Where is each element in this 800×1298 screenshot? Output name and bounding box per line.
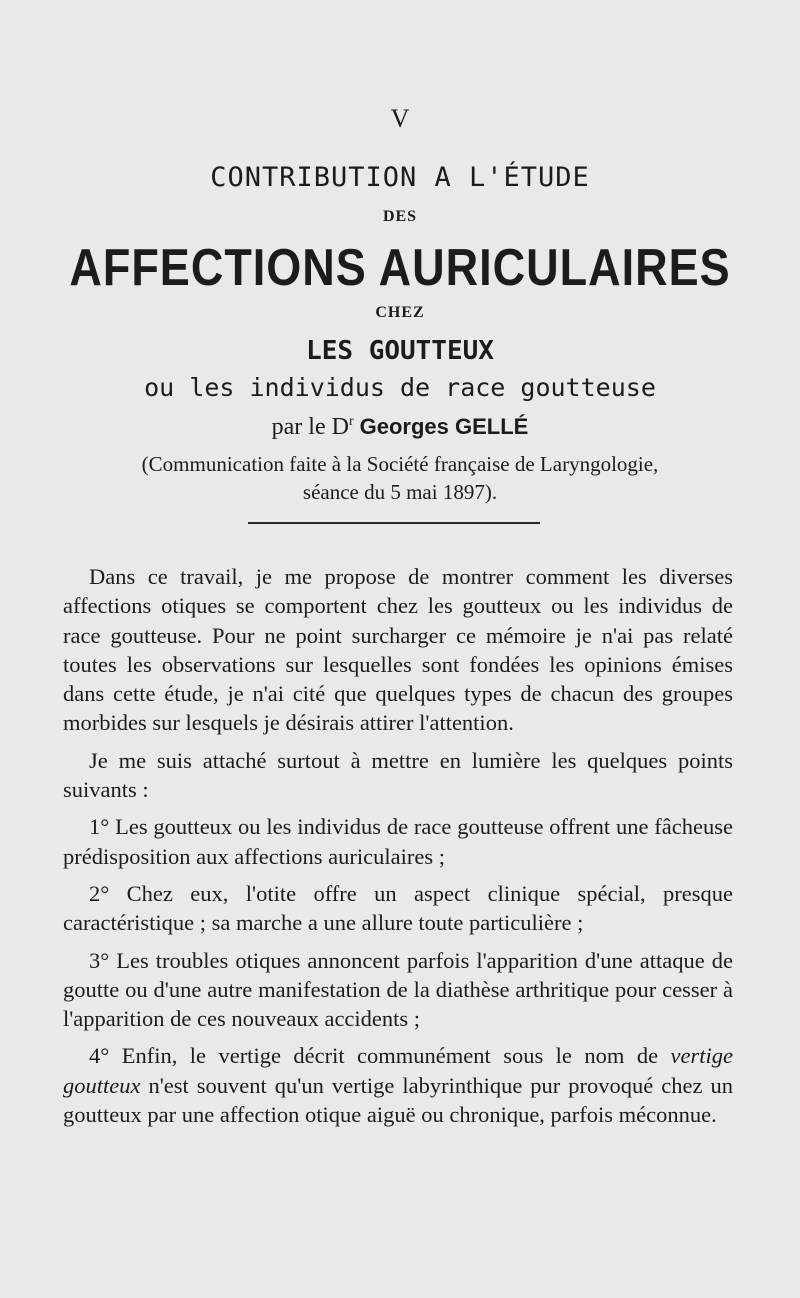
body-text — [63, 562, 733, 1137]
paragraph-6-end: n'est souvent qu'un vertige labyrinthique pur provoqué chez un goutteux par une affection otique aiguë ou chronique, parfois méconnue. — [63, 1072, 734, 1128]
title-goutteux: LES GOUTTEUX — [306, 336, 494, 366]
paragraph-4: 2° Chez eux, l'otite offre un aspect clinique spécial, presque caractéristique ; sa marche a une allure toute particulière ; — [63, 880, 733, 936]
paragraph-5: 3° Les troubles otiques annoncent parfois l'apparition d'une attaque de goutte ou d'une autre manifestation de la diathèse arthritique pour cesser à l'apparition de ces nouveaux accidents ; — [63, 947, 733, 1032]
separator-rule — [248, 522, 540, 524]
author-name: Georges GELLÉ — [359, 414, 529, 439]
communication-line-2: séance du 5 mai 1897). — [302, 480, 498, 504]
title-main: AFFECTIONS AURICULAIRES — [69, 238, 731, 297]
paragraph-6-italic: vertige goutteux — [63, 1043, 733, 1098]
title-race: ou les individus de race goutteuse — [144, 373, 656, 402]
communication-note — [0, 450, 800, 506]
paragraph-6 — [63, 1041, 733, 1129]
communication-line-1: (Communication faite à la Société française de Laryngologie, — [141, 452, 659, 476]
title-des: DES — [382, 208, 418, 225]
paragraph-6-start: 4° Enfin, le vertige décrit communément sous le nom de — [89, 1043, 659, 1069]
author-line — [0, 414, 800, 441]
author-superscript: r — [348, 414, 354, 429]
title-line-contribution: CONTRIBUTION A L'ÉTUDE — [210, 162, 590, 193]
chapter-number: V — [390, 104, 410, 133]
paragraph-3: 1° Les goutteux ou les individus de race goutteuse offrent une fâcheuse prédisposition aux affections auriculaires ; — [63, 814, 733, 869]
paragraph-1: Dans ce travail, je me propose de montrer comment les diverses affections otiques se comportent chez les goutteux ou les individus de race goutteuse. Pour ne point surcharger ce mémoire je n'ai pas relaté toutes les observations sur lesquelles sont fondées les opinions émises dans cette étude, je n'ai cité que quelques types de chacun des groupes morbides sur lesquels je désirais attirer l'attention. — [63, 564, 733, 736]
author-prefix: par le D — [271, 414, 349, 440]
paragraph-2: Je me suis attaché surtout à mettre en lumière les quelques points suivants : — [63, 747, 733, 803]
title-chez: CHEZ — [375, 304, 425, 321]
